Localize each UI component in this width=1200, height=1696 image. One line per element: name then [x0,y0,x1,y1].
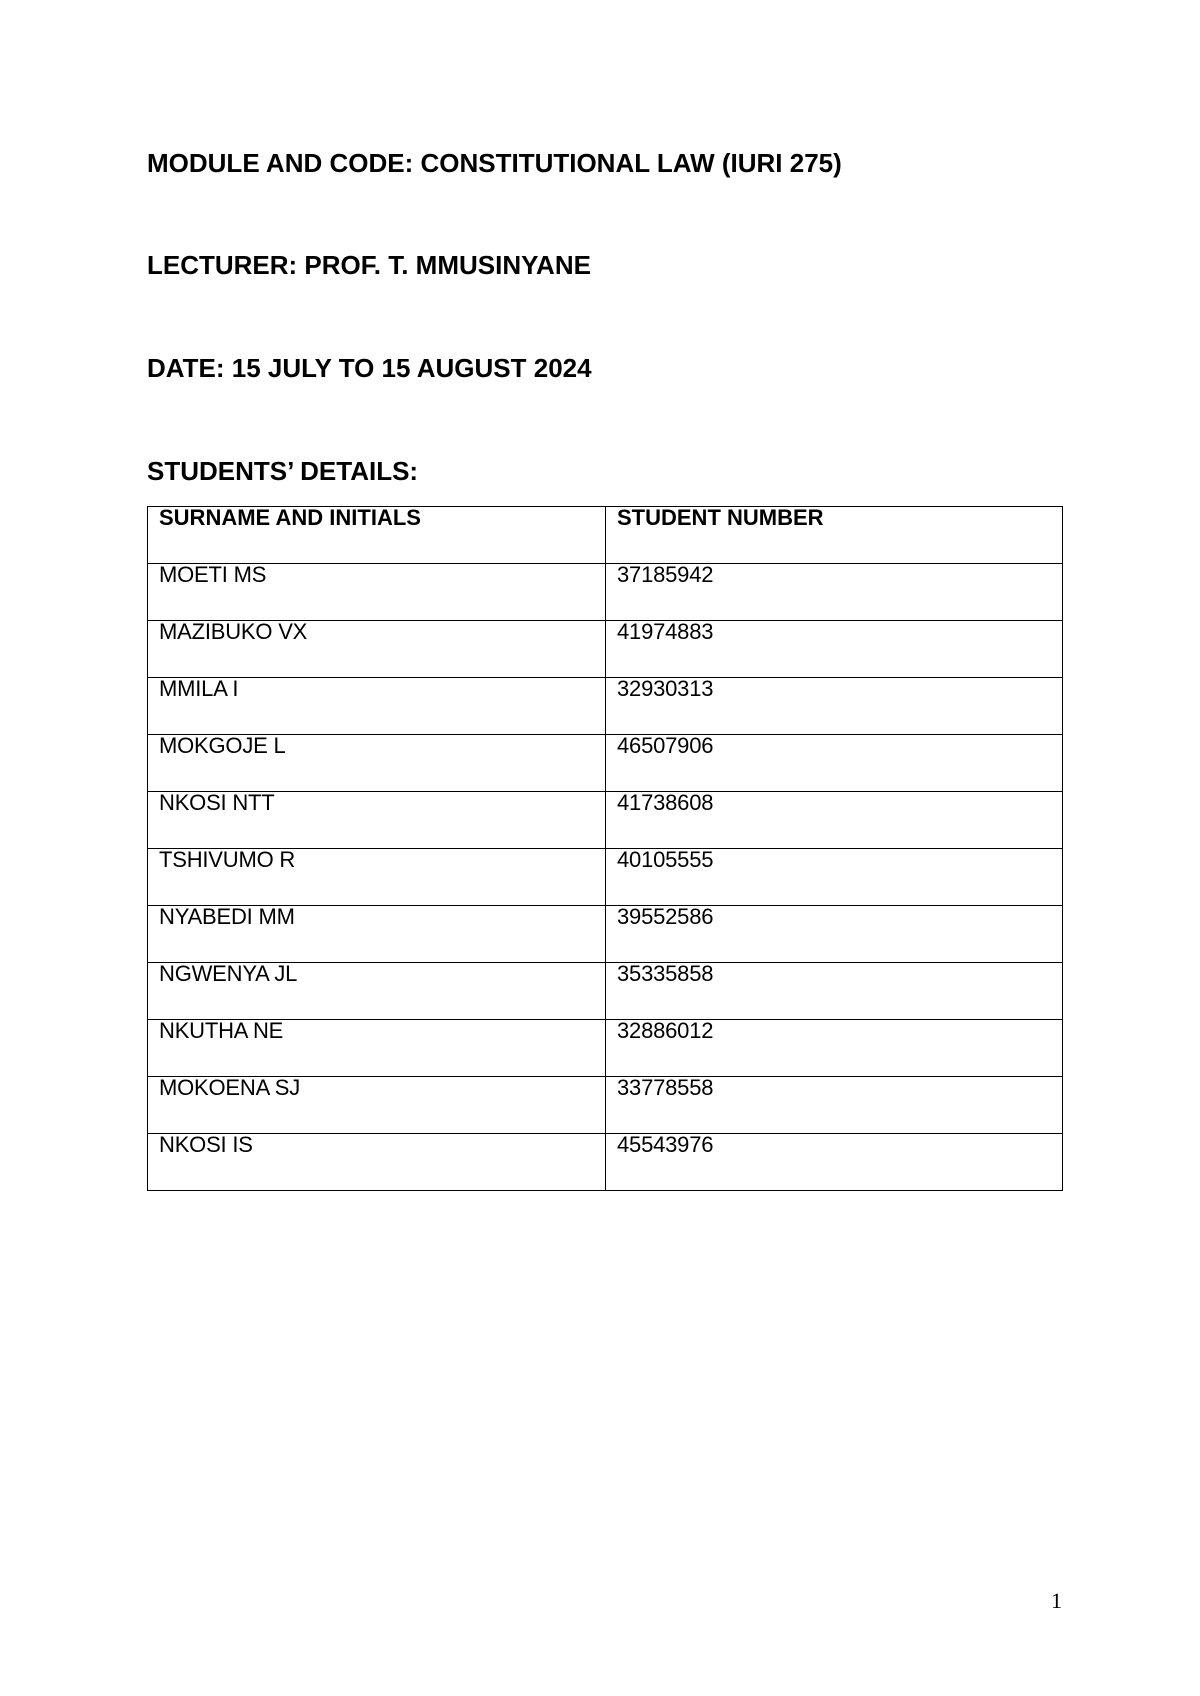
surname-cell: NYABEDI MM [148,906,606,963]
table-row [148,1020,1063,1077]
surname-cell: TSHIVUMO R [148,849,606,906]
surname-cell: MAZIBUKO VX [148,621,606,678]
surname-cell: NKOSI NTT [148,792,606,849]
surname-cell: NKOSI IS [148,1134,606,1191]
lecturer-heading: LECTURER: PROF. T. MMUSINYANE [147,250,591,280]
table-row [148,1134,1063,1191]
table-row [148,792,1063,849]
surname-cell: NKUTHA NE [148,1020,606,1077]
table-row [148,564,1063,621]
surname-cell: MMILA I [148,678,606,735]
column-header-surname: SURNAME AND INITIALS [148,507,606,564]
table-row [148,849,1063,906]
student-number-cell: 45543976 [606,1134,1063,1191]
page-number: 1 [1051,1588,1062,1613]
student-number-cell: 39552586 [606,906,1063,963]
date-heading: DATE: 15 JULY TO 15 AUGUST 2024 [147,353,592,383]
surname-cell: MOETI MS [148,564,606,621]
student-number-cell: 41974883 [606,621,1063,678]
table-row [148,906,1063,963]
table-row [148,735,1063,792]
surname-cell: MOKGOJE L [148,735,606,792]
student-number-cell: 40105555 [606,849,1063,906]
table-header-row [148,507,1063,564]
table-row [148,621,1063,678]
student-number-cell: 35335858 [606,963,1063,1020]
student-number-cell: 32886012 [606,1020,1063,1077]
table-row [148,678,1063,735]
student-number-cell: 37185942 [606,564,1063,621]
student-number-cell: 33778558 [606,1077,1063,1134]
student-number-cell: 32930313 [606,678,1063,735]
students-table [147,506,1063,1191]
table-row [148,1077,1063,1134]
table-row [148,963,1063,1020]
module-and-code-heading: MODULE AND CODE: CONSTITUTIONAL LAW (IURI 275) [147,148,842,178]
student-number-cell: 46507906 [606,735,1063,792]
surname-cell: MOKOENA SJ [148,1077,606,1134]
student-number-cell: 41738608 [606,792,1063,849]
students-details-heading: STUDENTS’ DETAILS: [147,456,419,486]
column-header-student-number: STUDENT NUMBER [606,507,1063,564]
surname-cell: NGWENYA JL [148,963,606,1020]
